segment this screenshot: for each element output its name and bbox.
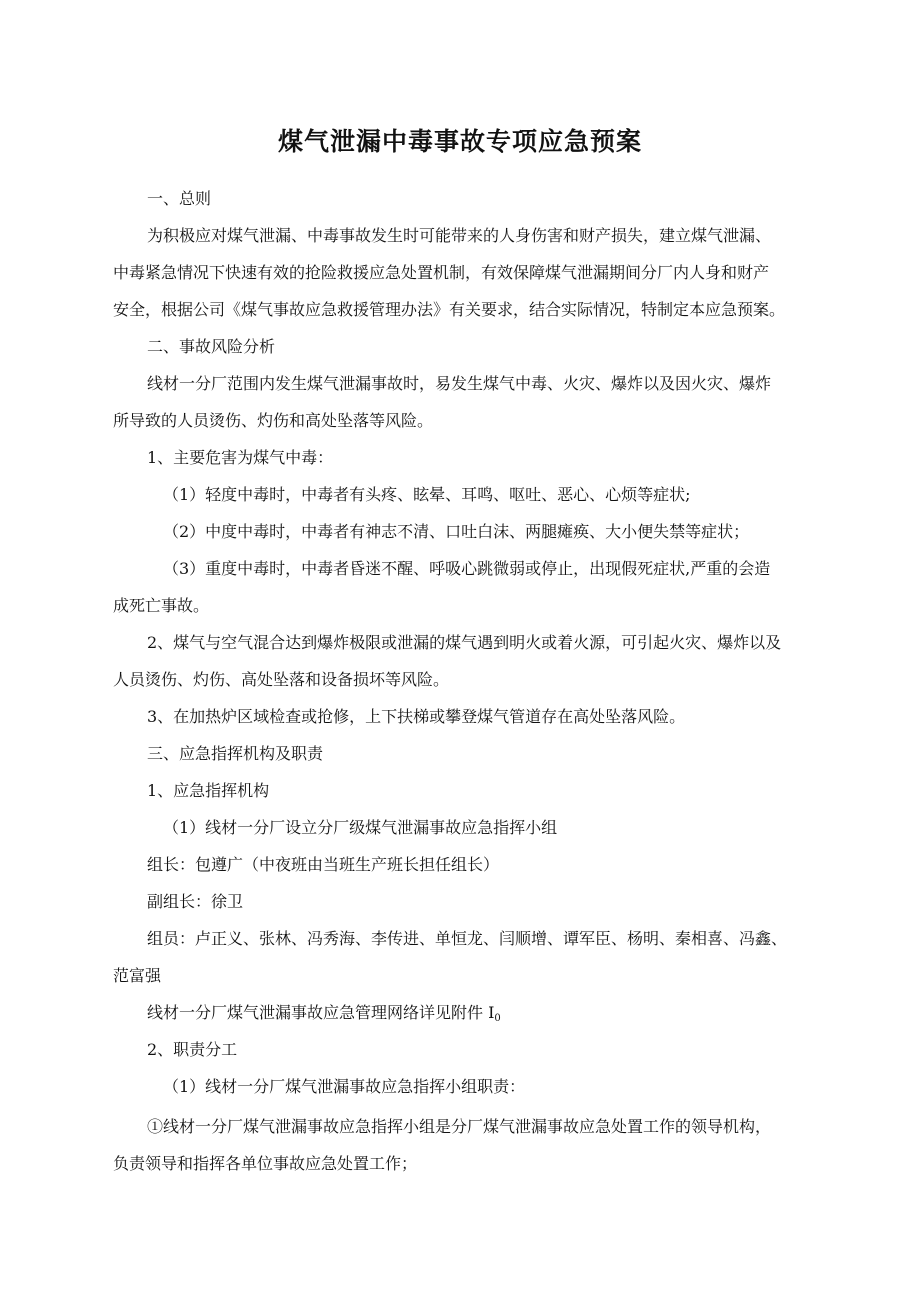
group-members-line-1: 组员：卢正义、张林、冯秀海、李传进、单恒龙、闫顺增、谭军臣、杨明、秦相喜、冯鑫、 bbox=[147, 929, 788, 948]
risk-item-2-line-1: 2、煤气与空气混合达到爆炸极限或泄漏的煤气遇到明火或着火源，可引起火灾、爆炸以及 bbox=[147, 633, 782, 652]
risk-item-3: 3、在加热炉区域检查或抢修，上下扶梯或攀登煤气管道存在高处坠落风险。 bbox=[147, 707, 686, 726]
command-item-1-group: （1）线材一分厂设立分厂级煤气泄漏事故应急指挥小组 bbox=[163, 818, 558, 837]
group-deputy: 副组长：徐卫 bbox=[147, 892, 244, 911]
section-heading-command: 三、应急指挥机构及职责 bbox=[147, 744, 324, 763]
risk-paragraph-line-2: 所导致的人员烫伤、灼伤和高处坠落等风险。 bbox=[113, 411, 434, 430]
group-leader: 组长：包遵广（中夜班由当班生产班长担任组长） bbox=[147, 855, 500, 874]
section-heading-general: 一、总则 bbox=[147, 189, 212, 208]
risk-item-1: 1、主要危害为煤气中毒： bbox=[147, 448, 334, 467]
duty-1-line-1: ①线材一分厂煤气泄漏事故应急指挥小组是分厂煤气泄漏事故应急处置工作的领导机构， bbox=[147, 1117, 772, 1136]
general-paragraph-line-1: 为积极应对煤气泄漏、中毒事故发生时可能带来的人身伤害和财产损失，建立煤气泄漏、 bbox=[147, 226, 772, 245]
group-members-line-2: 范富强 bbox=[113, 966, 162, 985]
command-item-2: 2、职责分工 bbox=[147, 1040, 238, 1059]
general-paragraph-line-2: 中毒紧急情况下快速有效的抢险救援应急处置机制，有效保障煤气泄漏期间分厂内人身和财产 bbox=[113, 263, 770, 282]
network-note-text: 线材一分厂煤气泄漏事故应急管理网络详见附件 I bbox=[147, 1003, 495, 1022]
document-title: 煤气泄漏中毒事故专项应急预案 bbox=[277, 127, 642, 156]
command-item-2-duties: （1）线材一分厂煤气泄漏事故应急指挥小组职责： bbox=[163, 1077, 526, 1096]
risk-item-1-moderate: （2）中度中毒时，中毒者有神志不清、口吐白沫、两腿瘫痪、大小便失禁等症状； bbox=[163, 522, 750, 541]
general-paragraph-line-3: 安全，根据公司《煤气事故应急救援管理办法》有关要求，结合实际情况，特制定本应急预案。 bbox=[113, 300, 786, 319]
risk-item-1-severe-line-2: 成死亡事故。 bbox=[113, 596, 210, 615]
risk-item-1-mild: （1）轻度中毒时，中毒者有头疼、眩晕、耳鸣、呕吐、恶心、心烦等症状; bbox=[163, 485, 691, 504]
network-note-subscript: 0 bbox=[494, 1013, 501, 1024]
command-item-1: 1、应急指挥机构 bbox=[147, 781, 270, 800]
section-heading-risk-analysis: 二、事故风险分析 bbox=[147, 337, 276, 356]
risk-item-1-severe-line-1: （3）重度中毒时，中毒者昏迷不醒、呼吸心跳微弱或停止，出现假死症状,严重的会造 bbox=[163, 559, 771, 578]
risk-paragraph-line-1: 线材一分厂范围内发生煤气泄漏事故时，易发生煤气中毒、火灾、爆炸以及因火灾、爆炸 bbox=[147, 374, 772, 393]
risk-item-2-line-2: 人员烫伤、灼伤、高处坠落和设备损坏等风险。 bbox=[113, 670, 450, 689]
duty-1-line-2: 负责领导和指挥各单位事故应急处置工作； bbox=[113, 1154, 418, 1173]
